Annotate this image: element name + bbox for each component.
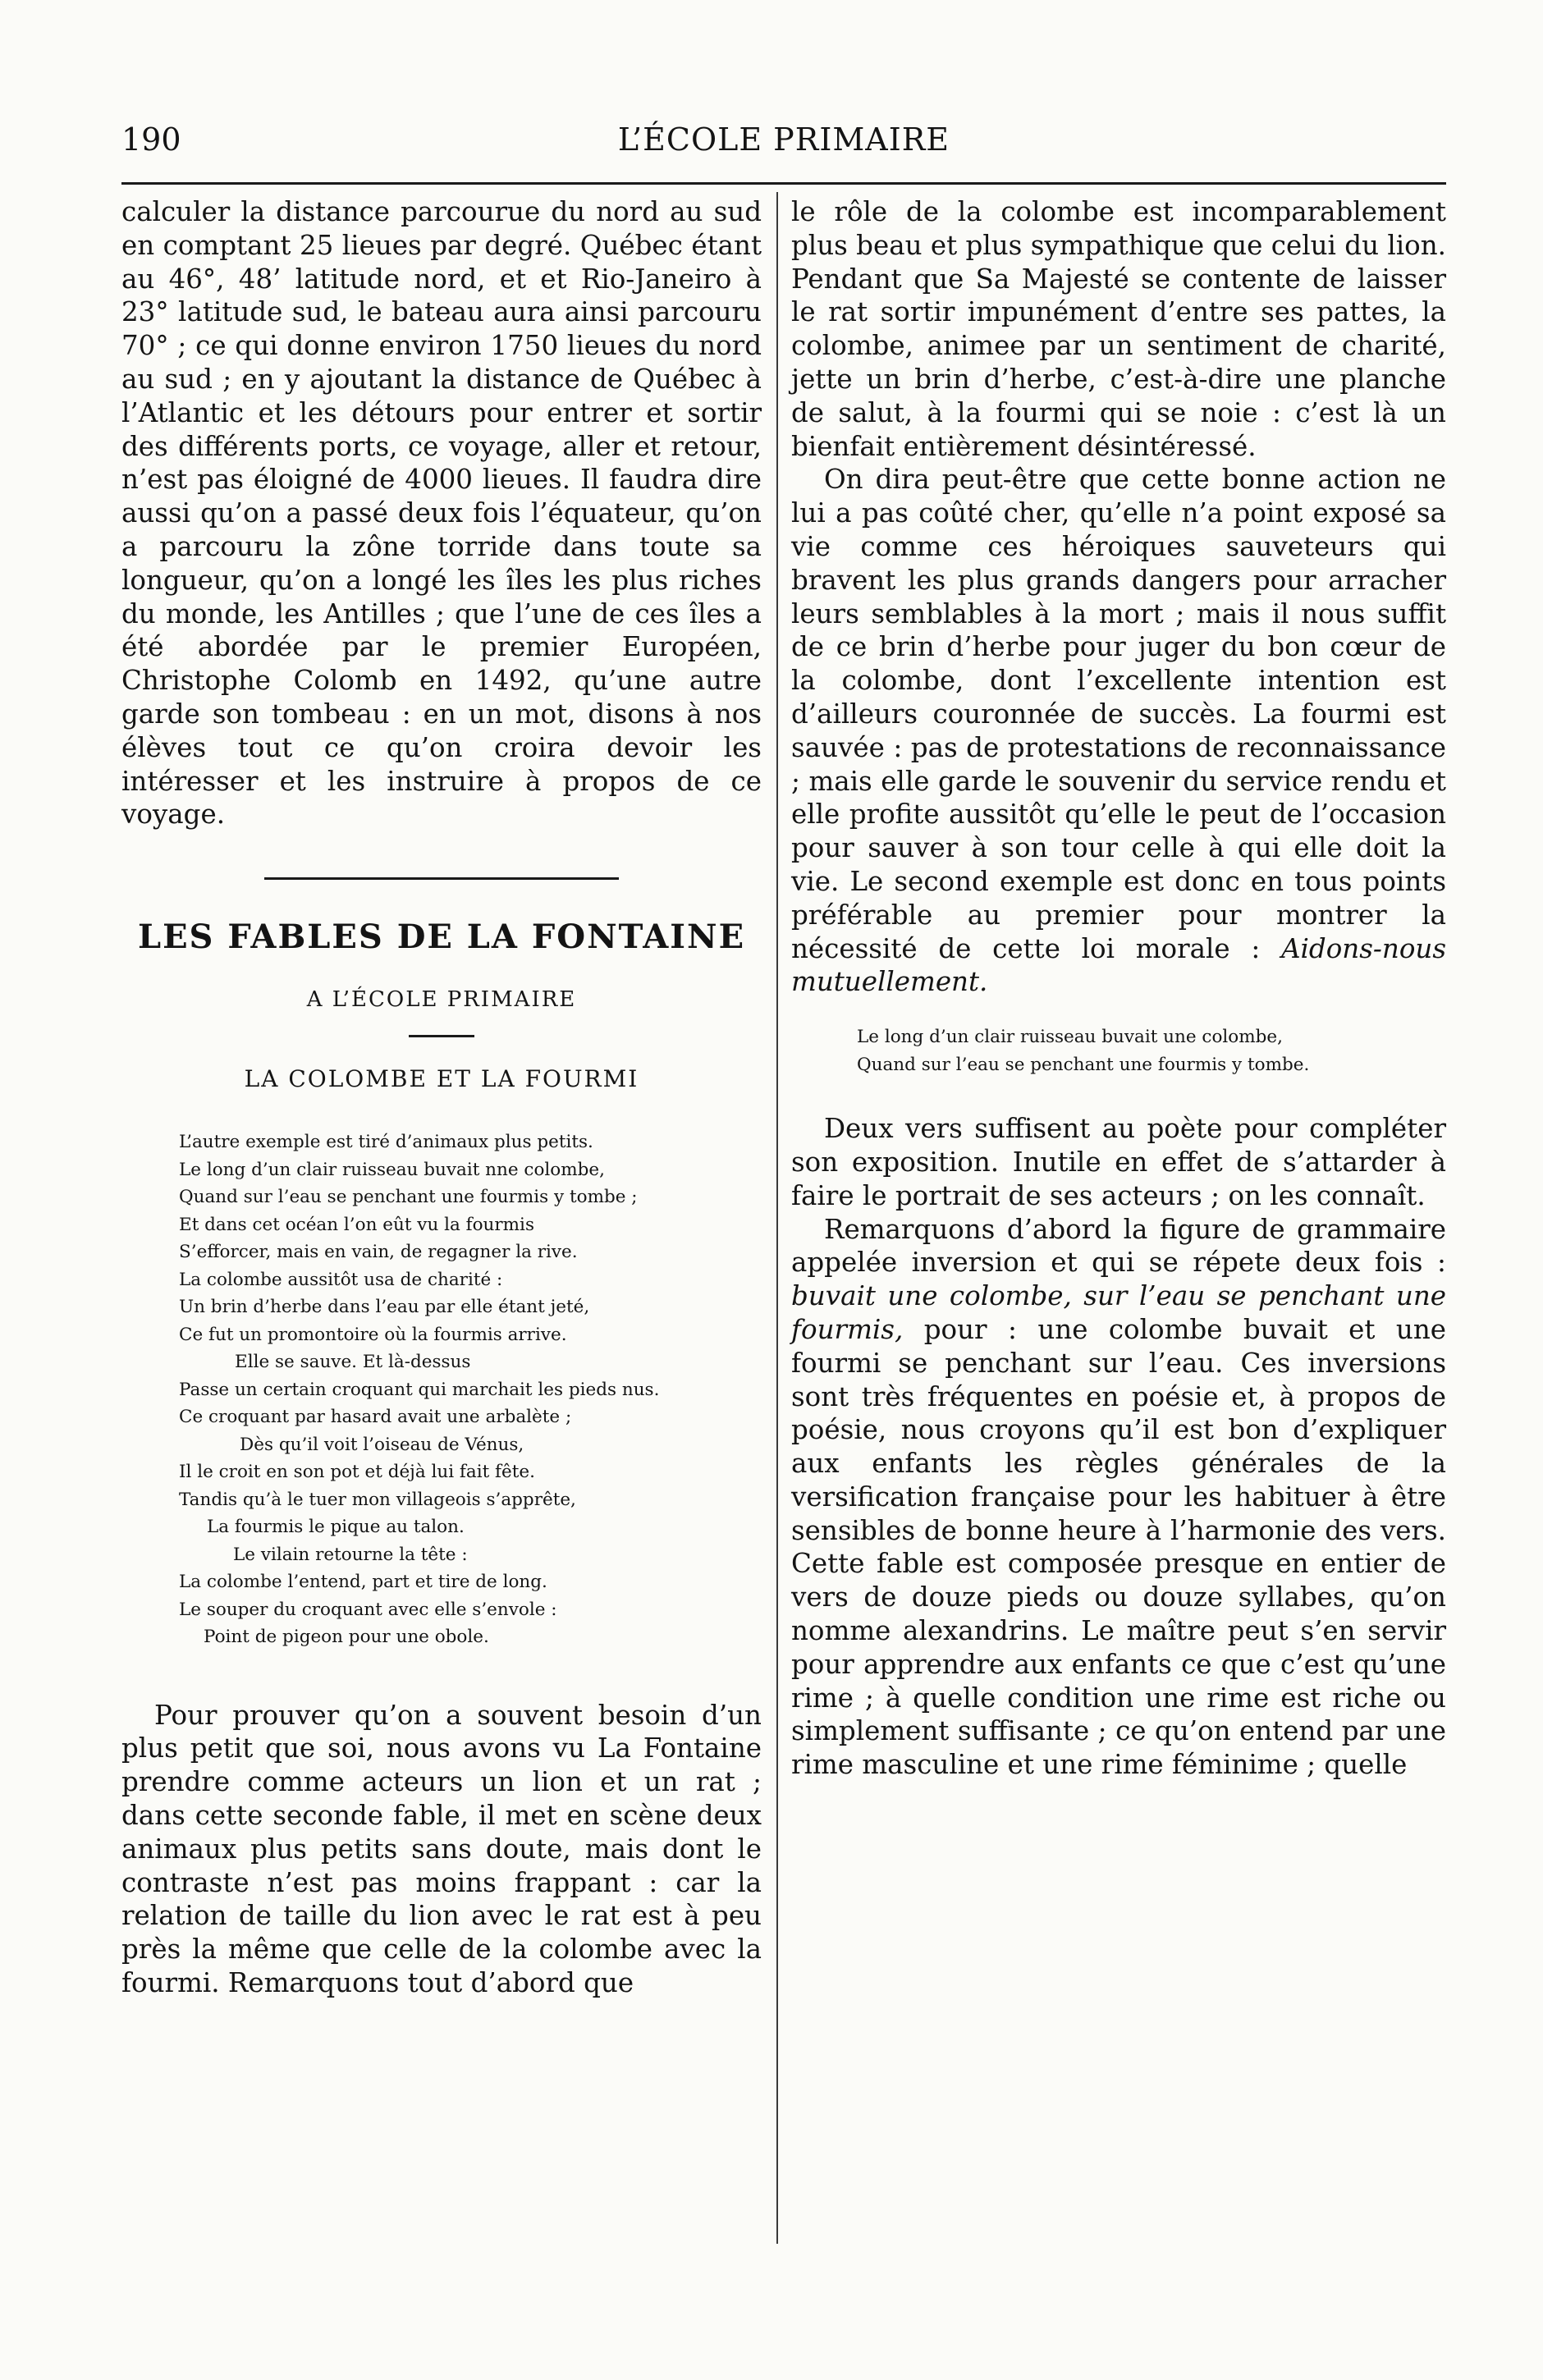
paragraph-2-text: On dira peut-être que cette bonne action ne lui a pas coûté cher, qu’elle n’a point exposé sa vie comme ces héroiques sauveteurs qui bravent les plus grands dangers pour arracher leurs semblables à la mort ; mais il nous suffit de ce brin d’herbe pour juger du bon cœur de la colombe, dont l’excellente intention est d’ailleurs couronnée de succès. La fourmi est sauvée : pas de protestations de reconnaissance ; mais elle garde le souvenir du service rendu et elle profite aussitôt qu’elle le peut de l’occasion pour sauver à son tour celle à qui elle doit la vie. Le second exemple est donc en tous points préférable au premier pour montrer la nécessité de cette loi morale :: [791, 464, 1446, 964]
column-divider: [776, 192, 778, 2244]
section-title: LES FABLES DE LA FONTAINE: [137, 918, 746, 957]
verse-line: Le long d’un clair ruisseau buvait nne colombe,: [179, 1159, 605, 1180]
left-column: [121, 195, 762, 2000]
verse-line: Quand sur l’eau se penchant une fourmis y tombe ;: [179, 1187, 638, 1208]
verse-line: La fourmis le pique au talon.: [207, 1517, 465, 1538]
section-subtitle: A L’ÉCOLE PRIMAIRE: [306, 987, 577, 1013]
right-column: [791, 195, 1446, 1782]
verse-line: Un brin d’herbe dans l’eau par elle étant jeté,: [179, 1297, 590, 1318]
verse-line: Ce croquant par hasard avait une arbalète ;: [179, 1407, 572, 1428]
verse-line: Le vilain retourne la tête :: [233, 1544, 468, 1565]
fable-verses: [121, 1128, 762, 1651]
verse-line: Ce fut un promontoire où la fourmis arrive.: [179, 1324, 567, 1345]
verse-line: Elle se sauve. Et là-dessus: [235, 1352, 471, 1373]
paragraph-4-start: Remarquons d’abord la figure de grammaire appelée inversion et qui se répete deux fois :: [791, 1213, 1446, 1279]
verse-line: Tandis qu’à le tuer mon villageois s’apprête,: [179, 1489, 576, 1510]
paragraph-2: [791, 463, 1446, 999]
verse-line: La colombe l’entend, part et tire de long.: [179, 1572, 547, 1593]
verse-line: S’efforcer, mais en vain, de regagner la rive.: [179, 1242, 578, 1263]
header-rule: [121, 182, 1446, 185]
verse-line: Et dans cet océan l’on eût vu la fourmis: [179, 1214, 534, 1235]
running-title: L’ÉCOLE PRIMAIRE: [617, 121, 950, 158]
opening-paragraph: calculer la distance parcourue du nord au sud en comptant 25 lieues par degré. Québec étant au 46°, 48’ latitude nord, et et Rio-Janeiro à 23° latitude sud, le bateau aura ainsi parcouru 70° ; ce qui donne environ 1750 lieues du nord au sud ; en y ajoutant la distance de Québec à l’Atlantic et les détours pour entrer et sortir des différents ports, ce voyage, aller et retour, n’est pas éloigné de 4000 lieues. Il faudra dire aussi qu’on a passé deux fois l’équateur, qu’on a parcouru la zône torride dans toute sa longueur, qu’on a longé les îles les plus riches du monde, les Antilles ; que l’une de ces îles a été abordée par le premier Européen, Christophe Colomb en 1492, qu’une autre garde son tombeau : en un mot, disons à nos élèves tout ce qu’on croira devoir les intéresser et les instruire à propos de ce voyage.: [121, 196, 762, 831]
verse-line: Passe un certain croquant qui marchait les pieds nus.: [179, 1379, 660, 1400]
quoted-verse-line: Le long d’un clair ruisseau buvait une colombe,: [857, 1027, 1283, 1048]
quoted-verse-line: Quand sur l’eau se penchant une fourmis y tombe.: [857, 1055, 1310, 1076]
fable-title: LA COLOMBE ET LA FOURMI: [244, 1065, 639, 1093]
paragraph-4: [791, 1213, 1446, 1783]
verse-line: L’autre exemple est tiré d’animaux plus petits.: [179, 1132, 593, 1153]
paragraph-4-end: pour : une colombe buvait et une fourmi se penchant sur l’eau. Ces inversions sont très fréquentes en poésie et, à propos de poésie, nous croyons qu’il est bon d’expliquer aux enfants les règles générales de la versification française pour les habituer à être sensibles de bonne heure à l’harmonie des vers. Cette fable est composée presque en entier de vers de douze pieds ou douze syllabes, qu’on nomme alexandrins. Le maître peut s’en servir pour apprendre aux enfants ce que c’est qu’une rime ; à quelle condition une rime est riche ou simplement suffisante ; ce qu’on entend par une rime masculine et une rime féminime ; quelle: [791, 1313, 1446, 1781]
verse-line: Le souper du croquant avec elle s’envole :: [179, 1599, 557, 1620]
verse-line: Point de pigeon pour une obole.: [204, 1627, 489, 1648]
closing-paragraph: Pour prouver qu’on a souvent besoin d’un plus petit que soi, nous avons vu La Fontaine prendre comme acteurs un lion et un rat ; dans cette seconde fable, il met en scène deux animaux plus petits sans doute, mais dont le contraste n’est pas moins frappant : car la relation de taille du lion avec le rat est à peu près la même que celle de la colombe avec la fourmi. Remarquons tout d’abord que: [121, 1699, 762, 1999]
page-number: 190: [121, 121, 181, 158]
page-header: [121, 121, 1446, 171]
inversion-example: buvait une colombe, sur l’eau se penchant une fourmis,: [791, 1280, 1446, 1345]
verse-line: Dès qu’il voit l’oiseau de Vénus,: [240, 1434, 524, 1455]
verse-line: La colombe aussitôt usa de charité :: [179, 1269, 503, 1290]
paragraph-1: le rôle de la colombe est incomparablement plus beau et plus sympathique que celui du lion. Pendant que Sa Majesté se contente de laisser le rat sortir impunément d’entre ses pattes, la colombe, animee par un sentiment de charité, jette un brin d’herbe, c’est-à-dire une planche de salut, à la fourmi qui se noie : c’est là un bienfait entièrement désintéressé.: [791, 196, 1446, 462]
section-rule: [264, 877, 619, 880]
verse-line: Il le croit en son pot et déjà lui fait fête.: [179, 1462, 535, 1483]
quoted-verses: [791, 1023, 1446, 1079]
moral-emphasis: Aidons-nous mutuellement.: [791, 932, 1446, 998]
subtitle-rule: [409, 1035, 474, 1037]
paragraph-3: Deux vers suffisent au poète pour compléter son exposition. Inutile en effet de s’attarder à faire le portrait de ses acteurs ; on les connaît.: [791, 1113, 1446, 1211]
